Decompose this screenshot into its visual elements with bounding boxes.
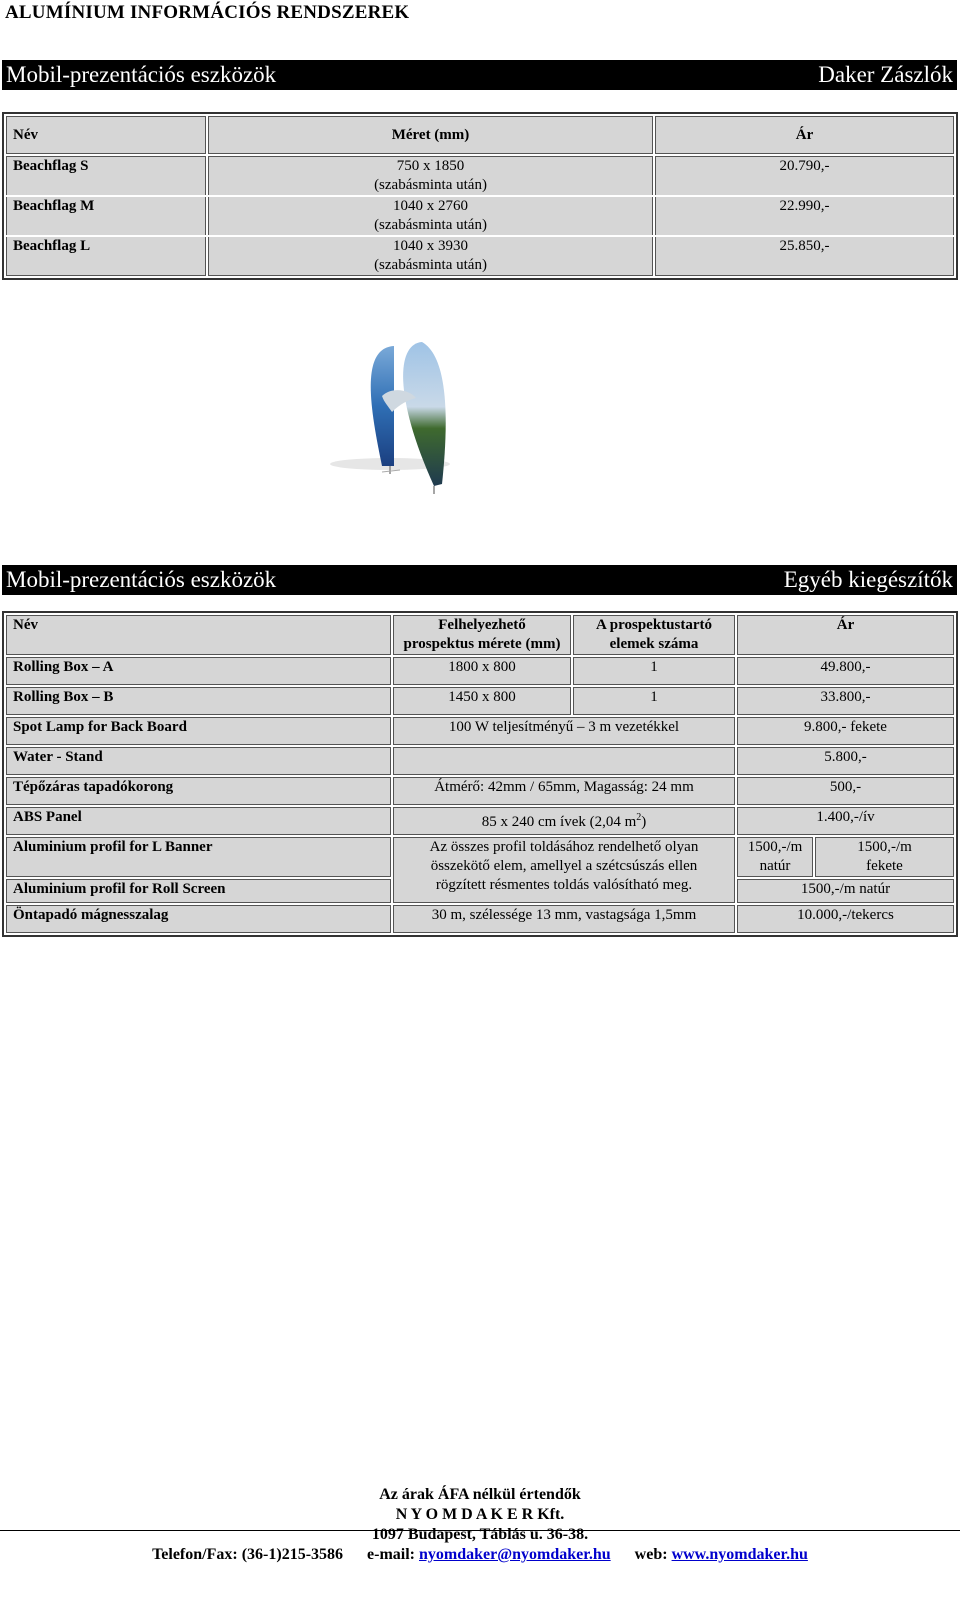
- item-price: 5.800,-: [737, 747, 954, 775]
- item-price: 1500,-/m natúr: [737, 879, 954, 903]
- item-name: Rolling Box – B: [6, 687, 391, 715]
- section-title: Mobil-prezentációs eszközök: [6, 62, 277, 87]
- section-subtitle: Egyéb kiegészítők: [783, 567, 953, 592]
- flag-price-l: 25.850,-: [655, 237, 954, 276]
- flags-table: [2, 112, 958, 280]
- section-title: Mobil-prezentációs eszközök: [6, 567, 277, 592]
- item-name: Aluminium profil for Roll Screen: [6, 879, 391, 903]
- footer-note: Az árak ÁFA nélkül értendők: [379, 1486, 581, 1503]
- email-link[interactable]: nyomdaker@nyomdaker.hu: [419, 1546, 611, 1563]
- col-header-price: Ár: [737, 615, 954, 655]
- item-price: 500,-: [737, 777, 954, 805]
- flag-name-l: Beachflag L: [6, 237, 206, 276]
- item-name: Tépőzáras tapadókorong: [6, 777, 391, 805]
- col-header-name: Név: [6, 615, 391, 655]
- section-subtitle: Daker Zászlók: [818, 62, 953, 87]
- flag-size-l: 1040 x 3930 (szabásminta után): [208, 237, 653, 276]
- item-size: 1800 x 800: [393, 657, 571, 685]
- item-description: 100 W teljesítményű – 3 m vezetékkel: [393, 717, 735, 745]
- item-name: Water - Stand: [6, 747, 391, 775]
- item-name: Öntapadó mágnesszalag: [6, 905, 391, 933]
- item-description: Az összes profil toldásához rendelhető olyan összekötő elem, amellyel a szétcsúszás ellen rögzített résmentes toldás valósítható meg.: [393, 837, 735, 903]
- col-header-size: Felhelyezhető prospektus mérete (mm): [393, 615, 571, 655]
- footer-web-label: web:: [634, 1546, 668, 1563]
- item-name: ABS Panel: [6, 807, 391, 835]
- flag-price-s: 20.790,-: [655, 156, 954, 195]
- item-price: 9.800,- fekete: [737, 717, 954, 745]
- document-title: ALUMÍNIUM INFORMÁCIÓS RENDSZEREK: [5, 2, 410, 23]
- beachflag-image: [330, 338, 470, 498]
- flag-name-s: Beachflag S: [6, 156, 206, 195]
- flag-name-m: Beachflag M: [6, 197, 206, 235]
- flag-size-m: 1040 x 2760 (szabásminta után): [208, 197, 653, 235]
- col-header-price: Ár: [655, 116, 954, 154]
- col-header-count: A prospektustartó elemek száma: [573, 615, 735, 655]
- web-link[interactable]: www.nyomdaker.hu: [671, 1546, 808, 1563]
- item-description: Átmérő: 42mm / 65mm, Magasság: 24 mm: [393, 777, 735, 805]
- item-price: 10.000,-/tekercs: [737, 905, 954, 933]
- item-description: 85 x 240 cm ívek (2,04 $m^2$): [393, 807, 735, 835]
- item-description: [393, 747, 735, 775]
- footer-email-label: e-mail:: [367, 1546, 415, 1563]
- item-name: Aluminium profil for L Banner: [6, 837, 391, 877]
- footer-phone: Telefon/Fax: (36-1)215-3586: [152, 1546, 344, 1563]
- item-price: 33.800,-: [737, 687, 954, 715]
- item-price-natur: 1500,-/m natúr: [737, 837, 813, 877]
- item-price: 1.400,-/ív: [737, 807, 954, 835]
- section-bar-accessories: [2, 565, 957, 595]
- flag-size-s: 750 x 1850 (szabásminta után): [208, 156, 653, 195]
- accessories-table: [2, 611, 958, 937]
- item-count: 1: [573, 687, 735, 715]
- item-price: 49.800,-: [737, 657, 954, 685]
- item-count: 1: [573, 657, 735, 685]
- flag-price-m: 22.990,-: [655, 197, 954, 235]
- item-name: Spot Lamp for Back Board: [6, 717, 391, 745]
- item-description: 30 m, szélessége 13 mm, vastagsága 1,5mm: [393, 905, 735, 933]
- col-header-size: Méret (mm): [208, 116, 653, 154]
- item-size: 1450 x 800: [393, 687, 571, 715]
- footer-contacts: [0, 1546, 960, 1564]
- item-name: Rolling Box – A: [6, 657, 391, 685]
- item-price-fekete: 1500,-/m fekete: [815, 837, 954, 877]
- footer-address: 1097 Budapest, Táblás u. 36-38.: [371, 1526, 589, 1543]
- footer-company: N Y O M D A K E R Kft.: [395, 1506, 565, 1523]
- col-header-name: Név: [6, 116, 206, 154]
- section-bar-flags: [2, 60, 957, 90]
